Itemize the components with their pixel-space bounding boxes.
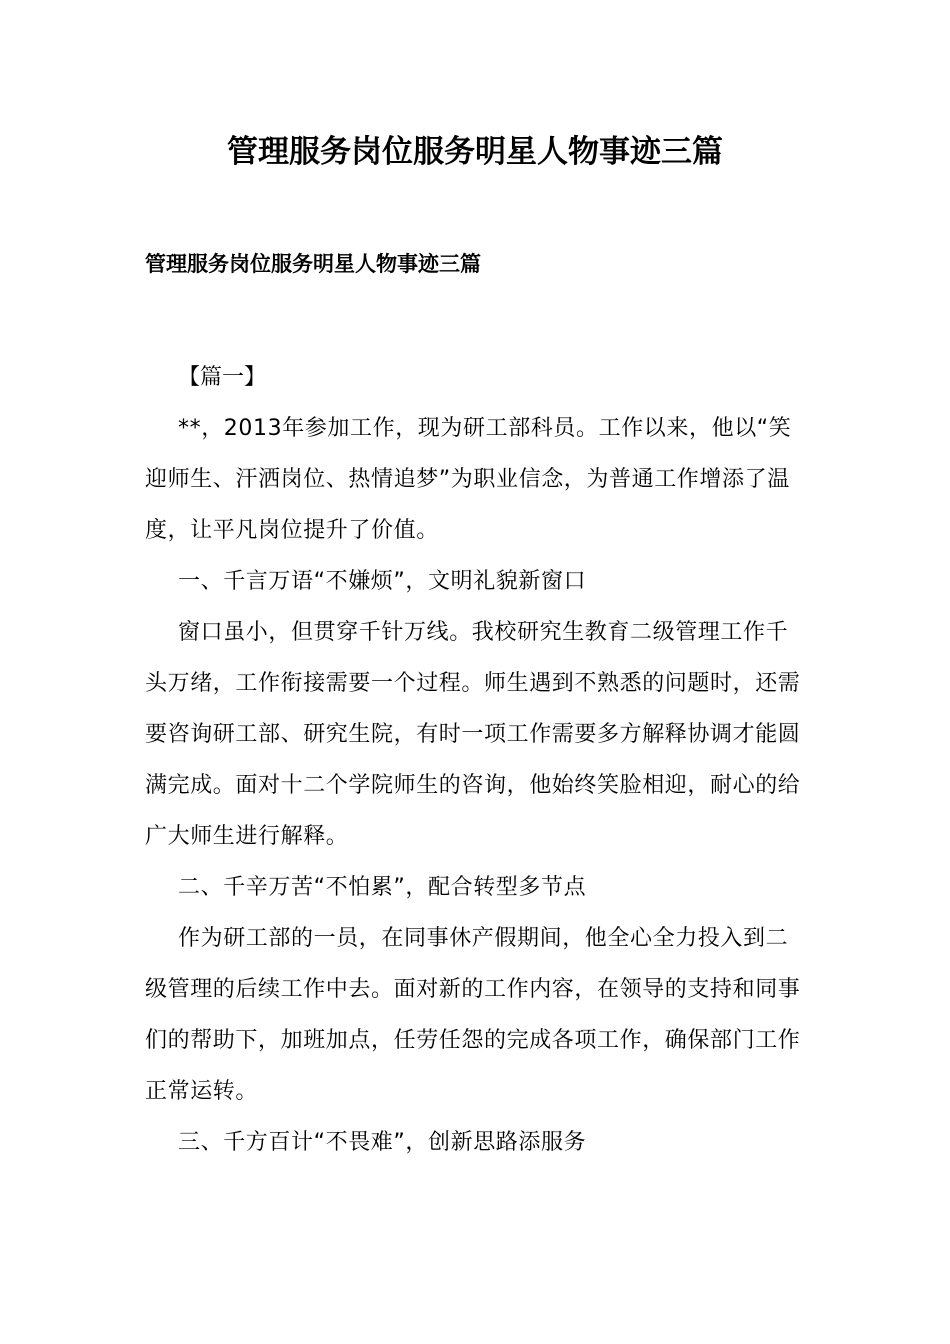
- document-title: 管理服务岗位服务明星人物事迹三篇: [227, 134, 723, 170]
- heading-section-1: 一、千言万语“不嫌烦”，文明礼貌新窗口: [178, 569, 587, 594]
- document-subtitle: 管理服务岗位服务明星人物事迹三篇: [145, 252, 481, 276]
- section-label: 【篇一】: [178, 365, 267, 390]
- heading-section-2: 二、千辛万苦“不怕累”，配合转型多节点: [178, 875, 587, 900]
- paragraph-intro: **，2013年参加工作，现为研工部科员。工作以来，他以“笑迎师生、汗洒岗位、热情追梦”为职业信念，为普通工作增添了温度，让平凡岗位提升了价值。: [145, 416, 792, 543]
- paragraph-section-2: 作为研工部的一员，在同事休产假期间，他全心全力投入到二级管理的后续工作中去。面对新的工作内容，在领导的支持和同事们的帮助下，加班加点，任劳任怨的完成各项工作，确保部门工作正常运转。: [145, 926, 801, 1104]
- heading-section-3: 三、千方百计“不畏难”，创新思路添服务: [178, 1130, 587, 1155]
- document-body: [145, 352, 810, 1168]
- paragraph-section-1: 窗口虽小，但贯穿千针万线。我校研究生教育二级管理工作千头万绪，工作衔接需要一个过程。师生遇到不熟悉的问题时，还需要咨询研工部、研究生院，有时一项工作需要多方解释协调才能圆满完成。面对十二个学院师生的咨询，他始终笑脸相迎，耐心的给广大师生进行解释。: [145, 620, 801, 849]
